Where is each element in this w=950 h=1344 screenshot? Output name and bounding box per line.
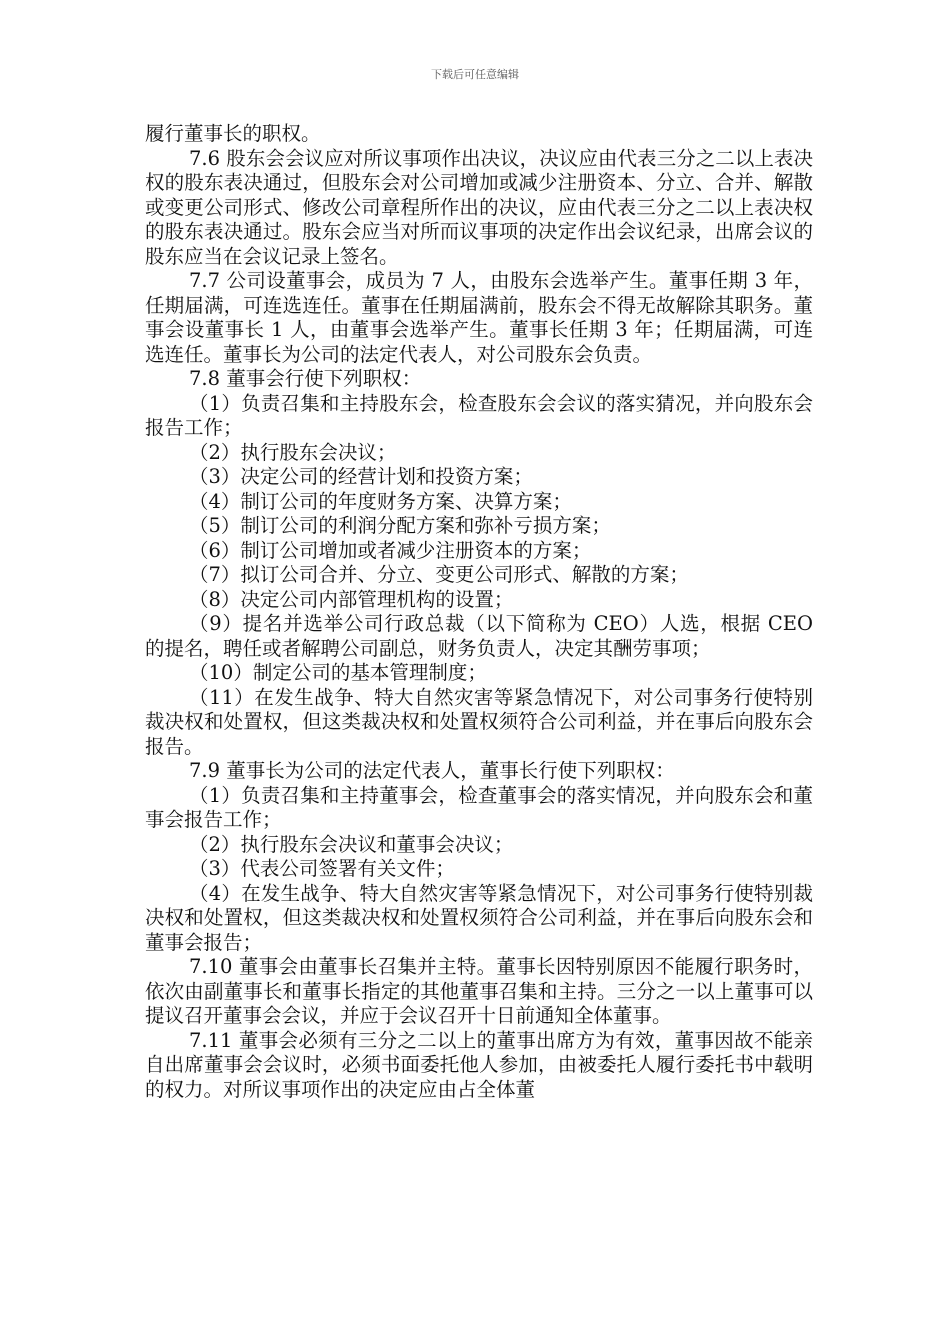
clause-7-7: 7.7 公司设董事会，成员为 7 人，由股东会选举产生。董事任期 3 年，任期届满，可连选连任。董事在任期届满前，股东会不得无故解除其职务。董事会设董事长 1 人，由董事会选举产生。董事长任期 3 年；任期届满，可连选连任。董事长为公司的法定代表人，对公司股东会负责。 <box>145 269 813 366</box>
clause-7-8-item: （6）制订公司增加或者减少注册资本的方案； <box>189 538 592 562</box>
page-header: 下载后可任意编辑 <box>431 68 519 81</box>
clause-7-8-item: （1）负责召集和主持股东会，检查股东会会议的落实猜况，并向股东会报告工作； <box>145 391 813 439</box>
clause-7-9-item: （1）负责召集和主持董事会，检查董事会的落实情况，并向股东会和董事会报告工作； <box>145 783 813 831</box>
clause-7-8-item: （7）拟订公司合并、分立、变更公司形式、解散的方案； <box>189 563 689 586</box>
document-body <box>145 122 813 1102</box>
clause-7-11: 7.11 董事会必须有三分之二以上的董事出席方为有效，董事因故不能亲自出席董事会会议时，必须书面委托他人参加，由被委托人履行委托书中载明的权力。对所议事项作出的决定应由占全体董 <box>145 1028 813 1101</box>
clause-7-8-item: （8）决定公司内部管理机构的设置； <box>189 587 514 611</box>
clause-7-8-heading: 7.8 董事会行使下列职权： <box>189 367 422 390</box>
clause-7-8-item: （9）提名并选举公司行政总裁（以下简称为 CEO）人选，根据 CEO 的提名，聘任或者解聘公司副总，财务负责人，决定其酬劳事项； <box>145 612 813 660</box>
clause-7-9-item: （4）在发生战争、特大自然灾害等紧急情况下，对公司事务行使特别裁决权和处置权，但这类裁决权和处置权须符合公司利益，并在事后向股东会和董事会报告； <box>145 881 813 954</box>
clause-7-8-item: （2）执行股东会决议； <box>189 440 397 464</box>
clause-7-8-item: （4）制订公司的年度财务方案、决算方案； <box>189 489 572 513</box>
clause-7-9-heading: 7.9 董事长为公司的法定代表人，董事长行使下列职权： <box>189 759 675 782</box>
clause-7-8-item: （3）决定公司的经营计划和投资方案； <box>189 465 533 488</box>
clause-7-8-item: （11）在发生战争、特大自然灾害等紧急情况下，对公司事务行使特别裁决权和处置权，但这类裁决权和处置权须符合公司利益，并在事后向股东会报告。 <box>145 685 813 758</box>
clause-7-8-item: （10）制定公司的基本管理制度； <box>189 661 487 684</box>
clause-7-8-item: （5）制订公司的利润分配方案和弥补亏损方案； <box>189 514 611 537</box>
clause-7-9-item: （3）代表公司签署有关文件； <box>189 857 455 880</box>
clause-7-9-item: （2）执行股东会决议和董事会决议； <box>189 832 514 856</box>
clause-7-10: 7.10 董事会由董事长召集并主特。董事长因特别原因不能履行职务时，依次由副董事长和董事长指定的其他董事召集和主持。三分之一以上董事可以提议召开董事会会议，并应于会议召开十日前通知全体董事。 <box>145 955 813 1027</box>
clause-7-6: 7.6 股东会会议应对所议事项作出决议，决议应由代表三分之二以上表决权的股东表决通过，但股东会对公司增加或减少注册资本、分立、合并、解散或变更公司形式、修改公司章程所作出的决议，应由代表三分之二以上表决权的股东表决通过。股东会应当对所而议事项的决定作出会议纪录，出席会议的股东应当在会议记录上签名。 <box>145 146 813 268</box>
paragraph-continuation: 履行董事长的职权。 <box>145 122 321 145</box>
